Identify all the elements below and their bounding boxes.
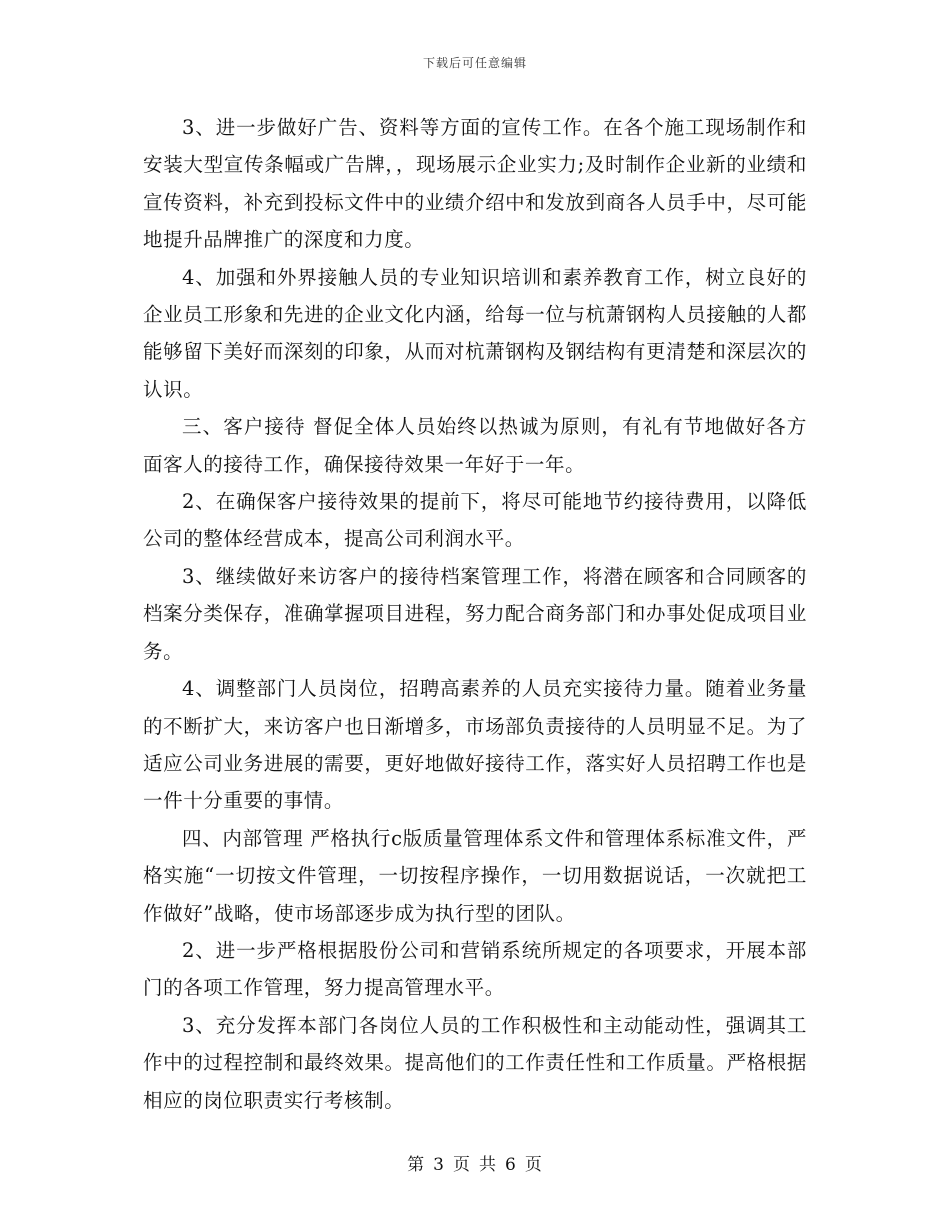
page-header: 下载后可任意编辑 [422,56,527,70]
paragraph: 3、继续做好来访客户的接待档案管理工作，将潜在顾客和合同顾客的档案分类保存，准确掌握项目进程，努力配合商务部门和办事处促成项目业务。 [143,564,807,663]
footer-total-unit: 页 [524,1155,543,1175]
paragraph: 2、进一步严格根据股份公司和营销系统所规定的各项要求，开展本部门的各项工作管理，努力提高管理水平。 [143,938,807,1000]
page-number-footer [0,1150,950,1175]
footer-prefix: 第 [407,1155,426,1175]
document-body [143,109,807,1119]
paragraph: 四、内部管理 严格执行c版质量管理体系文件和管理体系标准文件，严格实施“一切按文件管理，一切按程序操作，一切用数据说话，一次就把工作做好”战略，使市场部逐步成为执行型的团队。 [143,826,807,925]
footer-current-page: 3 [433,1155,445,1175]
paragraph: 4、调整部门人员岗位，招聘高素养的人员充实接待力量。随着业务量的不断扩大，来访客户也日渐增多，市场部负责接待的人员明显不足。为了适应公司业务进展的需要，更好地做好接待工作，落实好人员招聘工作也是一件十分重要的事情。 [143,677,807,813]
paragraph: 三、客户接待 督促全体人员始终以热诚为原则，有礼有节地做好各方面客人的接待工作，确保接待效果一年好于一年。 [143,415,807,476]
paragraph: 3、充分发挥本部门各岗位人员的工作积极性和主动能动性，强调其工作中的过程控制和最终效果。提高他们的工作责任性和工作质量。严格根据相应的岗位职责实行考核制。 [143,1013,807,1112]
paragraph: 2、在确保客户接待效果的提前下，将尽可能地节约接待费用，以降低公司的整体经营成本，提高公司利润水平。 [143,490,807,551]
paragraph: 4、加强和外界接触人员的专业知识培训和素养教育工作，树立良好的企业员工形象和先进的企业文化内涵，给每一位与杭萧钢构人员接触的人都能够留下美好而深刻的印象，从而对杭萧钢构及钢结构有更清楚和深层次的认识。 [143,265,807,401]
paragraph: 3、进一步做好广告、资料等方面的宣传工作。在各个施工现场制作和安装大型宣传条幅或广告牌，，现场展示企业实力;及时制作企业新的业绩和宣传资料，补充到投标文件中的业绩介绍中和发放到商各人员手中，尽可能地提升品牌推广的深度和力度。 [143,116,807,252]
footer-total-prefix: 共 [479,1155,497,1175]
footer-total-pages: 6 [505,1155,517,1175]
footer-page-unit: 页 [453,1155,471,1175]
